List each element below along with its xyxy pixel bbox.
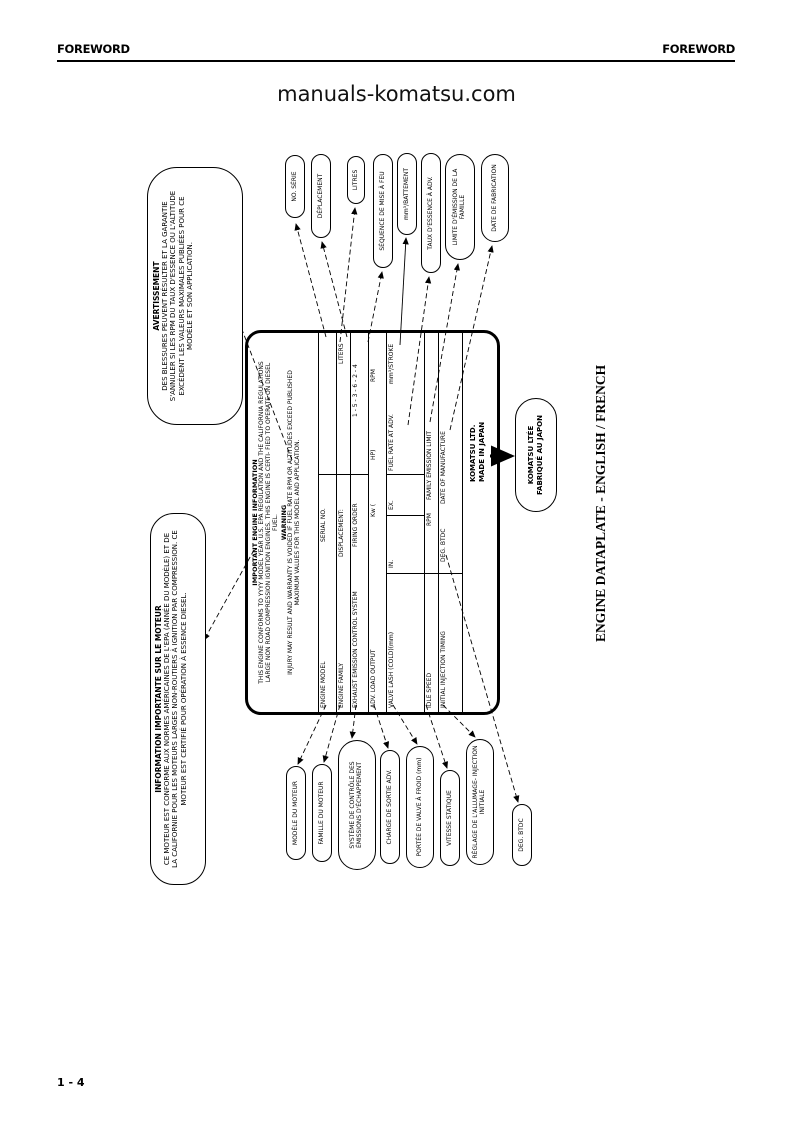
komatsu-origin-fr: FABRIQUÉ AU JAPON <box>536 415 544 495</box>
header-left: FOREWORD <box>57 42 130 56</box>
cell-adv-load: ADV. LOAD OUTPUT <box>370 649 377 708</box>
plate-warning-text: INJURY MAY RESULT AND WARRANTY IS VOIDED IF FUEL RATE RPM OR ALTITUDES EXCEED PUBLISHED MAXIMUM VALUES FOR THIS MODEL AND APPLICATION. <box>286 370 301 675</box>
header-right: FOREWORD <box>662 42 735 56</box>
cell-in: IN. <box>388 559 395 568</box>
cell-deg-btdc: DEG. BTDC <box>440 528 447 562</box>
cell-valve-lash: VALVE LASH (COLD)(mm) <box>388 631 395 708</box>
information-title: INFORMATION IMPORTANTE SUR LE MOTEUR <box>154 605 163 793</box>
cell-displacement: DISPLACEMENT: <box>338 509 345 557</box>
cell-firing-order-value: 1 - 5 - 3 - 6 - 2 - 4 <box>352 364 359 417</box>
komatsu-name-fr: KOMATSU LTÉE <box>526 425 535 485</box>
callout-oval-systeme-controle: SYSTÈME DE CONTRÔLE DES ÉMISSIONS D'ÉCHAPPEMENT <box>338 740 376 870</box>
cell-firing-order: FIRING ORDER <box>352 503 359 547</box>
cell-rpm2: RPM <box>426 513 433 526</box>
cell-initial-injection: INITIAL INJECTION TIMING <box>440 631 447 708</box>
maker-name: KOMATSU LTD. <box>469 424 477 482</box>
information-text: CE MOTEUR EST CONFORME AUX NORMES AMÉRICAINES DE L'EPA (ANNÉE DU MODÈLE) ET DE LA CALIFORNIE POUR LES MOTEURS LARGES NON-ROUTIERS À IGNITION PAR COMPRESSION. CE MOTEUR EST CERTIFIÉ POUR OPÉRATION À ESSENCE DIESEL. <box>163 530 188 868</box>
callout-oval-deg-btdc: DEG. BTDC <box>512 804 532 866</box>
callout-oval-reglage-allumage: RÉGLAGE DE L'ALLUMAGE- INJECTION INITIALE <box>466 739 494 865</box>
cell-serial-no: SERIAL NO. <box>320 508 327 542</box>
cell-date-of-manufacture: DATE OF MANUFACTURE <box>440 431 447 504</box>
callout-oval-litres: LITRES <box>347 156 365 204</box>
callout-oval-no-serie: NO. SÉRIE <box>285 155 305 218</box>
callout-oval-modele-moteur: MODÈLE DU MOTEUR <box>286 766 306 860</box>
callout-oval-taux-essence: TAUX D'ESSENCE À ADV. <box>421 153 441 273</box>
figure-canvas <box>140 150 630 890</box>
callout-avertissement <box>147 167 243 425</box>
avertissement-title: AVERTISSEMENT <box>152 261 161 331</box>
cell-kw: Kw ( <box>370 503 377 517</box>
cell-ex: EX. <box>388 500 395 510</box>
callout-oval-sequence: SÉQUENCE DE MISE À FEU <box>373 154 393 268</box>
cell-idle-speed: IDLE SPEED <box>426 672 433 708</box>
cell-hp: HP) <box>370 449 377 460</box>
plate-warning-title: WARNING <box>279 504 288 541</box>
callout-komatsu <box>515 398 557 512</box>
figure-caption: ENGINE DATAPLATE - ENGLISH / FRENCH <box>593 364 608 642</box>
callout-oval-famille-moteur: FAMILLE DU MOTEUR <box>312 764 332 862</box>
cell-liters: LITERS <box>338 343 345 364</box>
page-number: 1 - 4 <box>57 1076 85 1089</box>
cell-fuel-rate: FUEL RATE AT ADV. <box>388 414 395 471</box>
callout-oval-deplacement: DÉPLACEMENT <box>311 154 331 238</box>
callout-oval-charge-sortie: CHARGE DE SORTIE ADV. <box>380 750 400 864</box>
cell-family-emission: FAMILY EMISSION LIMIT <box>426 430 433 500</box>
avertissement-text: DES BLESSURES PEUVENT RÉSULTER ET LA GARANTIE S'ANNULER SI LES RPM DU TAUX D'ESSENCE OU L'ALTITUDE EXCÈDENT LES VALEURS MAXIMALES PUBLIÉES POUR CE MODÈLE ET SON APPLICATION. <box>161 190 194 402</box>
plate-title: IMPORTANT ENGINE INFORMATION <box>251 459 259 586</box>
callout-oval-date-fabrication: DATE DE FABRICATION <box>481 154 509 242</box>
cell-exhaust: EXHAUST EMISSION CONTROL SYSTEM <box>352 591 359 708</box>
plate-intro: THIS ENGINE CONFORMS TO YYYY MODEL YEAR U.S. EPA REGULATION AND THE CALIFORNIA REGULATIONS LARGE NON ROAD COMPRESSION IGNITION ENGINES. THIS ENGINE IS CERTI- FIED TO OPERATE ON DIESEL FUEL. <box>258 361 279 684</box>
cell-mm3-stroke: mm³/STROKE <box>388 343 395 384</box>
callout-information <box>150 513 206 885</box>
watermark-text: manuals-komatsu.com <box>277 82 516 106</box>
callout-oval-vitesse-statique: VITESSE STATIQUE <box>440 770 460 866</box>
callout-oval-limite-emission: LIMITE D'ÉMISSION DE LA FAMILLE <box>445 154 475 260</box>
callout-oval-mm3-battement: mm³/BATTEMENT <box>397 153 417 235</box>
maker-origin: MADE IN JAPAN <box>477 421 486 482</box>
cell-rpm: RPM <box>370 369 377 382</box>
callout-oval-portee-valve: PORTÉE DE VALVE À FROID (mm) <box>406 746 434 868</box>
cell-engine-family: ENGINE FAMILY <box>338 662 345 708</box>
cell-engine-model: ENGINE MODEL <box>320 661 327 708</box>
header-rule <box>57 60 735 62</box>
